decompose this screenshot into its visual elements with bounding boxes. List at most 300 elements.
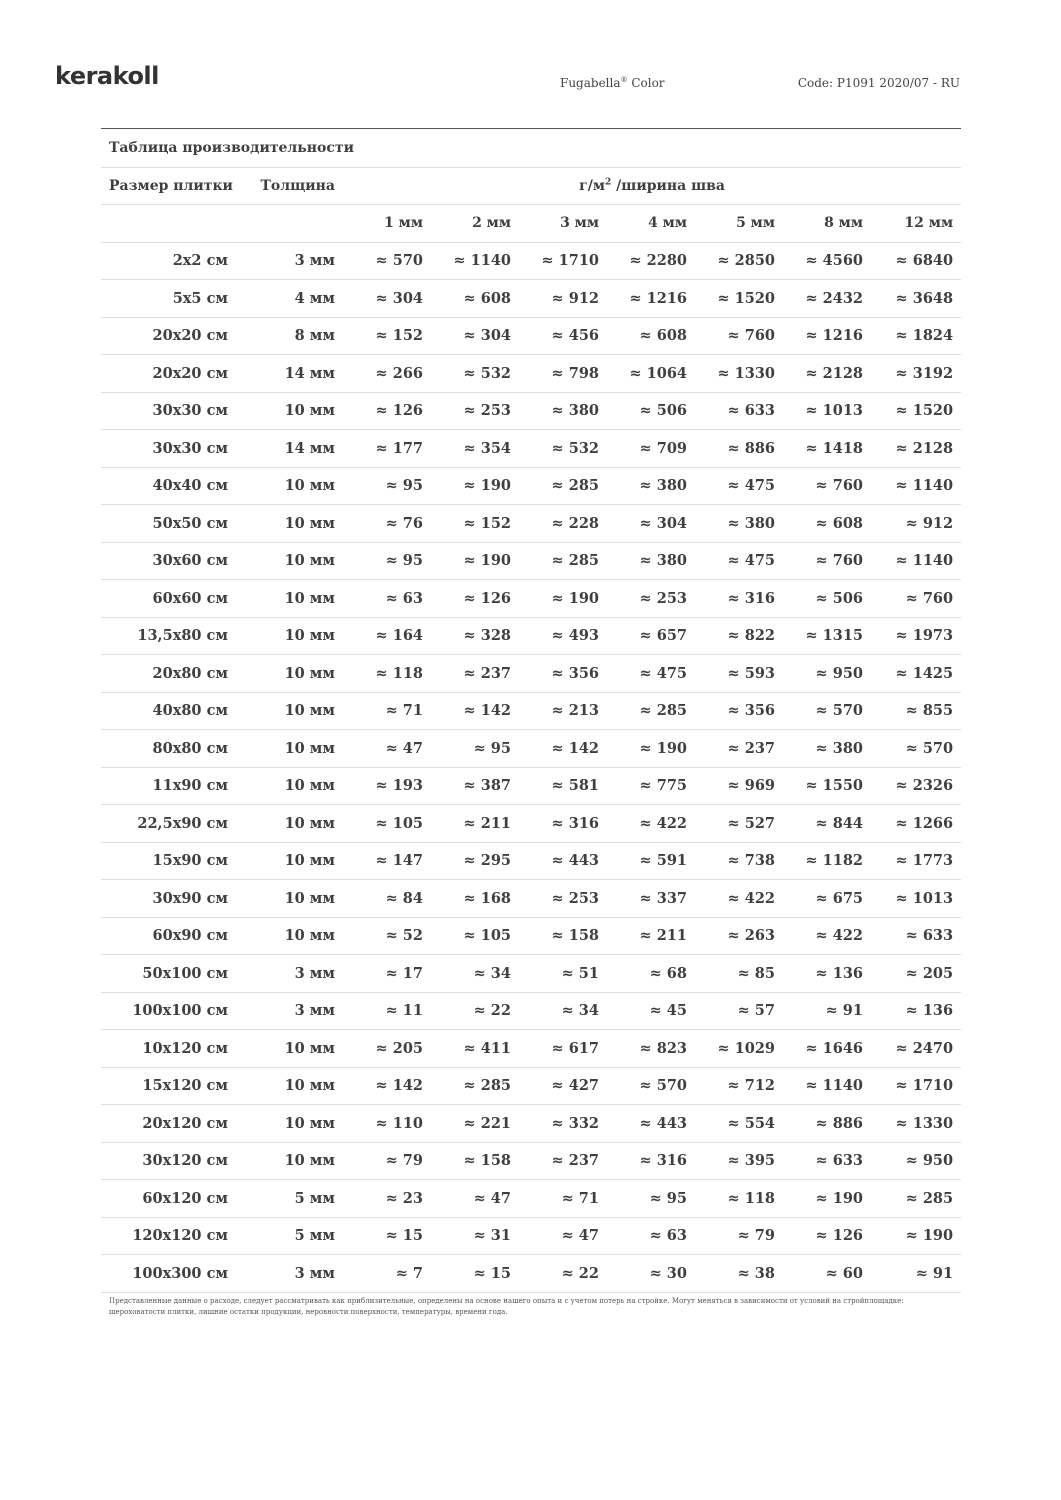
table-row <box>101 1255 961 1293</box>
consumption-cell: ≈ 237 <box>519 1142 607 1180</box>
table-row <box>101 1142 961 1180</box>
consumption-cell: ≈ 608 <box>607 317 695 355</box>
consumption-cell: ≈ 581 <box>519 767 607 805</box>
consumption-cell: ≈ 1216 <box>607 280 695 318</box>
consumption-cell: ≈ 147 <box>343 842 431 880</box>
table-row <box>101 692 961 730</box>
consumption-cell: ≈ 554 <box>695 1105 783 1143</box>
thickness-cell: 4 мм <box>236 280 343 318</box>
thickness-cell: 10 мм <box>236 392 343 430</box>
consumption-cell: ≈ 844 <box>783 805 871 843</box>
consumption-cell: ≈ 142 <box>431 692 519 730</box>
consumption-cell: ≈ 68 <box>607 955 695 993</box>
consumption-cell: ≈ 380 <box>695 505 783 543</box>
footnote: Представленные данные о расходе, следует рассматривать как приблизительные, определены на основе нашего опыта и с учетом потерь на стройке. Могут меняться в зависимости от условий на стройплощадке: шероховатости плитки, лишние остатки продукции, неровности поверхности, температуры, времени года. <box>109 1297 904 1316</box>
consumption-cell: ≈ 126 <box>431 580 519 618</box>
consumption-cell: ≈ 91 <box>783 992 871 1030</box>
consumption-cell: ≈ 211 <box>431 805 519 843</box>
table-title: Таблица производительности <box>101 130 961 167</box>
tile-size-cell: 15x90 см <box>101 842 236 880</box>
consumption-cell: ≈ 190 <box>431 467 519 505</box>
empty-header-cell <box>236 205 343 243</box>
thickness-cell: 10 мм <box>236 617 343 655</box>
consumption-cell: ≈ 1064 <box>607 355 695 393</box>
consumption-cell: ≈ 337 <box>607 880 695 918</box>
consumption-cell: ≈ 47 <box>343 730 431 768</box>
consumption-cell: ≈ 31 <box>431 1217 519 1255</box>
thickness-cell: 8 мм <box>236 317 343 355</box>
consumption-cell: ≈ 316 <box>519 805 607 843</box>
thickness-cell: 10 мм <box>236 880 343 918</box>
consumption-cell: ≈ 95 <box>431 730 519 768</box>
consumption-cell: ≈ 63 <box>343 580 431 618</box>
consumption-cell: ≈ 506 <box>783 580 871 618</box>
consumption-cell: ≈ 38 <box>695 1255 783 1293</box>
consumption-cell: ≈ 79 <box>343 1142 431 1180</box>
consumption-cell: ≈ 57 <box>695 992 783 1030</box>
joint-width-header: 2 мм <box>431 205 519 243</box>
consumption-cell: ≈ 85 <box>695 955 783 993</box>
tile-size-cell: 30x90 см <box>101 880 236 918</box>
consumption-cell: ≈ 142 <box>519 730 607 768</box>
table-row <box>101 1067 961 1105</box>
consumption-cell: ≈ 1029 <box>695 1030 783 1068</box>
consumption-cell: ≈ 506 <box>607 392 695 430</box>
consumption-cell: ≈ 532 <box>431 355 519 393</box>
performance-table <box>101 130 961 1293</box>
table-body <box>101 130 961 1292</box>
consumption-cell: ≈ 527 <box>695 805 783 843</box>
tile-size-cell: 50x100 см <box>101 955 236 993</box>
consumption-cell: ≈ 79 <box>695 1217 783 1255</box>
consumption-cell: ≈ 71 <box>519 1180 607 1218</box>
consumption-cell: ≈ 1013 <box>871 880 961 918</box>
consumption-cell: ≈ 475 <box>607 655 695 693</box>
table-row <box>101 992 961 1030</box>
table-row <box>101 655 961 693</box>
consumption-cell: ≈ 657 <box>607 617 695 655</box>
consumption-cell: ≈ 1013 <box>783 392 871 430</box>
thickness-cell: 10 мм <box>236 1142 343 1180</box>
consumption-cell: ≈ 1710 <box>519 242 607 280</box>
thickness-cell: 10 мм <box>236 692 343 730</box>
consumption-cell: ≈ 591 <box>607 842 695 880</box>
consumption-cell: ≈ 110 <box>343 1105 431 1143</box>
brand-logo: kerakoll <box>55 62 159 90</box>
consumption-cell: ≈ 45 <box>607 992 695 1030</box>
tile-size-cell: 20x80 см <box>101 655 236 693</box>
thickness-cell: 10 мм <box>236 805 343 843</box>
consumption-cell: ≈ 168 <box>431 880 519 918</box>
consumption-cell: ≈ 886 <box>783 1105 871 1143</box>
consumption-cell: ≈ 380 <box>783 730 871 768</box>
consumption-cell: ≈ 71 <box>343 692 431 730</box>
tile-size-cell: 100x300 см <box>101 1255 236 1293</box>
document-code: Code: P1091 2020/07 - RU <box>797 76 960 90</box>
consumption-cell: ≈ 411 <box>431 1030 519 1068</box>
consumption-cell: ≈ 422 <box>607 805 695 843</box>
consumption-cell: ≈ 285 <box>871 1180 961 1218</box>
thickness-cell: 10 мм <box>236 505 343 543</box>
table-title-row <box>101 130 961 167</box>
table-row <box>101 355 961 393</box>
consumption-cell: ≈ 285 <box>519 467 607 505</box>
consumption-cell: ≈ 142 <box>343 1067 431 1105</box>
table-row <box>101 1180 961 1218</box>
table-row <box>101 542 961 580</box>
consumption-cell: ≈ 1182 <box>783 842 871 880</box>
consumption-cell: ≈ 15 <box>343 1217 431 1255</box>
thickness-cell: 10 мм <box>236 767 343 805</box>
tile-size-cell: 60x90 см <box>101 917 236 955</box>
consumption-cell: ≈ 152 <box>431 505 519 543</box>
consumption-cell: ≈ 263 <box>695 917 783 955</box>
consumption-cell: ≈ 136 <box>871 992 961 1030</box>
consumption-cell: ≈ 118 <box>343 655 431 693</box>
consumption-cell: ≈ 3192 <box>871 355 961 393</box>
consumption-cell: ≈ 1140 <box>871 542 961 580</box>
consumption-cell: ≈ 1315 <box>783 617 871 655</box>
consumption-cell: ≈ 356 <box>695 692 783 730</box>
consumption-cell: ≈ 1140 <box>871 467 961 505</box>
consumption-cell: ≈ 427 <box>519 1067 607 1105</box>
consumption-cell: ≈ 190 <box>783 1180 871 1218</box>
consumption-cell: ≈ 22 <box>519 1255 607 1293</box>
consumption-cell: ≈ 190 <box>431 542 519 580</box>
tile-size-cell: 10x120 см <box>101 1030 236 1068</box>
consumption-cell: ≈ 475 <box>695 542 783 580</box>
consumption-cell: ≈ 126 <box>783 1217 871 1255</box>
joint-width-header: 1 мм <box>343 205 431 243</box>
consumption-cell: ≈ 798 <box>519 355 607 393</box>
joint-width-header-row <box>101 205 961 243</box>
tile-size-cell: 22,5x90 см <box>101 805 236 843</box>
consumption-cell: ≈ 164 <box>343 617 431 655</box>
consumption-cell: ≈ 2128 <box>871 430 961 468</box>
consumption-cell: ≈ 1824 <box>871 317 961 355</box>
tile-size-cell: 40x80 см <box>101 692 236 730</box>
thickness-cell: 5 мм <box>236 1217 343 1255</box>
consumption-cell: ≈ 237 <box>695 730 783 768</box>
consumption-cell: ≈ 1520 <box>871 392 961 430</box>
consumption-cell: ≈ 152 <box>343 317 431 355</box>
consumption-cell: ≈ 969 <box>695 767 783 805</box>
consumption-cell: ≈ 1973 <box>871 617 961 655</box>
tile-size-cell: 100x100 см <box>101 992 236 1030</box>
consumption-cell: ≈ 118 <box>695 1180 783 1218</box>
consumption-cell: ≈ 6840 <box>871 242 961 280</box>
consumption-cell: ≈ 47 <box>519 1217 607 1255</box>
tile-size-cell: 20x20 см <box>101 355 236 393</box>
thickness-cell: 5 мм <box>236 1180 343 1218</box>
consumption-cell: ≈ 2280 <box>607 242 695 280</box>
consumption-cell: ≈ 380 <box>519 392 607 430</box>
consumption-cell: ≈ 11 <box>343 992 431 1030</box>
consumption-cell: ≈ 912 <box>519 280 607 318</box>
joint-width-header: 4 мм <box>607 205 695 243</box>
consumption-cell: ≈ 23 <box>343 1180 431 1218</box>
consumption-cell: ≈ 213 <box>519 692 607 730</box>
consumption-cell: ≈ 443 <box>519 842 607 880</box>
consumption-cell: ≈ 950 <box>871 1142 961 1180</box>
consumption-cell: ≈ 443 <box>607 1105 695 1143</box>
consumption-cell: ≈ 211 <box>607 917 695 955</box>
table-row <box>101 805 961 843</box>
product-name: Fugabella® Color <box>560 76 665 90</box>
table-row <box>101 242 961 280</box>
consumption-cell: ≈ 1425 <box>871 655 961 693</box>
consumption-cell: ≈ 608 <box>783 505 871 543</box>
consumption-cell: ≈ 2850 <box>695 242 783 280</box>
consumption-cell: ≈ 709 <box>607 430 695 468</box>
consumption-cell: ≈ 886 <box>695 430 783 468</box>
consumption-cell: ≈ 205 <box>343 1030 431 1068</box>
consumption-cell: ≈ 328 <box>431 617 519 655</box>
table-row <box>101 430 961 468</box>
consumption-cell: ≈ 2326 <box>871 767 961 805</box>
consumption-cell: ≈ 823 <box>607 1030 695 1068</box>
tile-size-cell: 30x60 см <box>101 542 236 580</box>
tile-size-cell: 20x120 см <box>101 1105 236 1143</box>
consumption-cell: ≈ 633 <box>871 917 961 955</box>
table-row <box>101 317 961 355</box>
consumption-cell: ≈ 532 <box>519 430 607 468</box>
consumption-cell: ≈ 91 <box>871 1255 961 1293</box>
table-row <box>101 1217 961 1255</box>
consumption-cell: ≈ 304 <box>343 280 431 318</box>
tile-size-cell: 30x30 см <box>101 392 236 430</box>
thickness-cell: 10 мм <box>236 655 343 693</box>
consumption-cell: ≈ 304 <box>607 505 695 543</box>
consumption-cell: ≈ 158 <box>519 917 607 955</box>
consumption-cell: ≈ 190 <box>519 580 607 618</box>
consumption-cell: ≈ 237 <box>431 655 519 693</box>
consumption-cell: ≈ 2470 <box>871 1030 961 1068</box>
tile-size-cell: 40x40 см <box>101 467 236 505</box>
consumption-cell: ≈ 95 <box>343 467 431 505</box>
thickness-cell: 3 мм <box>236 992 343 1030</box>
table-row <box>101 730 961 768</box>
consumption-cell: ≈ 760 <box>695 317 783 355</box>
consumption-cell: ≈ 136 <box>783 955 871 993</box>
consumption-cell: ≈ 475 <box>695 467 783 505</box>
thickness-cell: 10 мм <box>236 1030 343 1068</box>
consumption-cell: ≈ 633 <box>783 1142 871 1180</box>
consumption-cell: ≈ 950 <box>783 655 871 693</box>
consumption-cell: ≈ 126 <box>343 392 431 430</box>
consumption-cell: ≈ 356 <box>519 655 607 693</box>
consumption-cell: ≈ 266 <box>343 355 431 393</box>
joint-width-header: 3 мм <box>519 205 607 243</box>
thickness-cell: 10 мм <box>236 730 343 768</box>
thickness-cell: 10 мм <box>236 1105 343 1143</box>
table-row <box>101 917 961 955</box>
thickness-header: Толщина <box>236 167 343 205</box>
consumption-cell: ≈ 593 <box>695 655 783 693</box>
consumption-cell: ≈ 493 <box>519 617 607 655</box>
consumption-cell: ≈ 52 <box>343 917 431 955</box>
consumption-cell: ≈ 422 <box>695 880 783 918</box>
tile-size-cell: 30x30 см <box>101 430 236 468</box>
consumption-cell: ≈ 84 <box>343 880 431 918</box>
consumption-cell: ≈ 30 <box>607 1255 695 1293</box>
consumption-cell: ≈ 304 <box>431 317 519 355</box>
thickness-cell: 10 мм <box>236 917 343 955</box>
consumption-cell: ≈ 285 <box>519 542 607 580</box>
consumption-cell: ≈ 387 <box>431 767 519 805</box>
tile-size-cell: 120x120 см <box>101 1217 236 1255</box>
consumption-cell: ≈ 380 <box>607 467 695 505</box>
table-row <box>101 880 961 918</box>
consumption-cell: ≈ 228 <box>519 505 607 543</box>
tile-size-cell: 2x2 см <box>101 242 236 280</box>
consumption-cell: ≈ 1520 <box>695 280 783 318</box>
consumption-cell: ≈ 2432 <box>783 280 871 318</box>
tile-size-cell: 13,5x80 см <box>101 617 236 655</box>
consumption-cell: ≈ 395 <box>695 1142 783 1180</box>
tile-size-cell: 60x60 см <box>101 580 236 618</box>
consumption-cell: ≈ 354 <box>431 430 519 468</box>
consumption-cell: ≈ 570 <box>343 242 431 280</box>
joint-width-header: 5 мм <box>695 205 783 243</box>
consumption-cell: ≈ 608 <box>431 280 519 318</box>
thickness-cell: 14 мм <box>236 355 343 393</box>
consumption-cell: ≈ 1330 <box>871 1105 961 1143</box>
consumption-cell: ≈ 7 <box>343 1255 431 1293</box>
consumption-cell: ≈ 190 <box>871 1217 961 1255</box>
empty-header-cell <box>101 205 236 243</box>
table-row <box>101 392 961 430</box>
consumption-cell: ≈ 2128 <box>783 355 871 393</box>
consumption-cell: ≈ 760 <box>783 542 871 580</box>
consumption-cell: ≈ 316 <box>695 580 783 618</box>
consumption-cell: ≈ 675 <box>783 880 871 918</box>
consumption-cell: ≈ 760 <box>783 467 871 505</box>
consumption-cell: ≈ 912 <box>871 505 961 543</box>
consumption-cell: ≈ 1646 <box>783 1030 871 1068</box>
consumption-cell: ≈ 1140 <box>783 1067 871 1105</box>
tile-size-cell: 80x80 см <box>101 730 236 768</box>
consumption-cell: ≈ 95 <box>607 1180 695 1218</box>
thickness-cell: 10 мм <box>236 1067 343 1105</box>
consumption-cell: ≈ 177 <box>343 430 431 468</box>
thickness-cell: 3 мм <box>236 955 343 993</box>
tile-size-cell: 5x5 см <box>101 280 236 318</box>
consumption-cell: ≈ 712 <box>695 1067 783 1105</box>
consumption-cell: ≈ 822 <box>695 617 783 655</box>
consumption-cell: ≈ 63 <box>607 1217 695 1255</box>
table-header-row <box>101 167 961 205</box>
consumption-cell: ≈ 158 <box>431 1142 519 1180</box>
tile-size-cell: 20x20 см <box>101 317 236 355</box>
consumption-cell: ≈ 285 <box>431 1067 519 1105</box>
thickness-cell: 14 мм <box>236 430 343 468</box>
consumption-cell: ≈ 1418 <box>783 430 871 468</box>
consumption-cell: ≈ 570 <box>783 692 871 730</box>
consumption-cell: ≈ 34 <box>519 992 607 1030</box>
joint-width-header: 12 мм <box>871 205 961 243</box>
tile-size-header: Размер плитки <box>101 167 236 205</box>
consumption-cell: ≈ 760 <box>871 580 961 618</box>
consumption-cell: ≈ 76 <box>343 505 431 543</box>
table-row <box>101 1030 961 1068</box>
consumption-cell: ≈ 34 <box>431 955 519 993</box>
consumption-cell: ≈ 253 <box>431 392 519 430</box>
consumption-cell: ≈ 253 <box>607 580 695 618</box>
consumption-cell: ≈ 332 <box>519 1105 607 1143</box>
consumption-cell: ≈ 380 <box>607 542 695 580</box>
table-row <box>101 842 961 880</box>
consumption-cell: ≈ 570 <box>607 1067 695 1105</box>
consumption-cell: ≈ 422 <box>783 917 871 955</box>
tile-size-cell: 50x50 см <box>101 505 236 543</box>
header-divider <box>101 128 961 129</box>
table-row <box>101 1105 961 1143</box>
consumption-cell: ≈ 1330 <box>695 355 783 393</box>
thickness-cell: 10 мм <box>236 467 343 505</box>
consumption-cell: ≈ 105 <box>431 917 519 955</box>
consumption-cell: ≈ 105 <box>343 805 431 843</box>
consumption-cell: ≈ 1710 <box>871 1067 961 1105</box>
table-row <box>101 467 961 505</box>
tile-size-cell: 30x120 см <box>101 1142 236 1180</box>
consumption-group-header: $г/м^2$ /ширина шва <box>343 167 961 205</box>
consumption-cell: ≈ 456 <box>519 317 607 355</box>
thickness-cell: 3 мм <box>236 242 343 280</box>
consumption-cell: ≈ 17 <box>343 955 431 993</box>
consumption-cell: ≈ 3648 <box>871 280 961 318</box>
consumption-cell: ≈ 617 <box>519 1030 607 1068</box>
thickness-cell: 10 мм <box>236 542 343 580</box>
consumption-cell: ≈ 738 <box>695 842 783 880</box>
consumption-cell: ≈ 15 <box>431 1255 519 1293</box>
consumption-cell: ≈ 60 <box>783 1255 871 1293</box>
consumption-cell: ≈ 633 <box>695 392 783 430</box>
table-row <box>101 617 961 655</box>
consumption-cell: ≈ 1266 <box>871 805 961 843</box>
table-row <box>101 505 961 543</box>
consumption-cell: ≈ 205 <box>871 955 961 993</box>
consumption-cell: ≈ 253 <box>519 880 607 918</box>
consumption-cell: ≈ 221 <box>431 1105 519 1143</box>
consumption-cell: ≈ 1140 <box>431 242 519 280</box>
tile-size-cell: 15x120 см <box>101 1067 236 1105</box>
consumption-cell: ≈ 193 <box>343 767 431 805</box>
table-row <box>101 280 961 318</box>
consumption-cell: ≈ 1550 <box>783 767 871 805</box>
table-row <box>101 580 961 618</box>
consumption-cell: ≈ 775 <box>607 767 695 805</box>
thickness-cell: 10 мм <box>236 842 343 880</box>
thickness-cell: 10 мм <box>236 580 343 618</box>
joint-width-header: 8 мм <box>783 205 871 243</box>
consumption-cell: ≈ 47 <box>431 1180 519 1218</box>
thickness-cell: 3 мм <box>236 1255 343 1293</box>
consumption-cell: ≈ 95 <box>343 542 431 580</box>
table-row <box>101 955 961 993</box>
consumption-cell: ≈ 855 <box>871 692 961 730</box>
tile-size-cell: 11x90 см <box>101 767 236 805</box>
consumption-cell: ≈ 295 <box>431 842 519 880</box>
consumption-cell: ≈ 1216 <box>783 317 871 355</box>
consumption-cell: ≈ 316 <box>607 1142 695 1180</box>
consumption-cell: ≈ 570 <box>871 730 961 768</box>
consumption-cell: ≈ 1773 <box>871 842 961 880</box>
tile-size-cell: 60x120 см <box>101 1180 236 1218</box>
consumption-cell: ≈ 22 <box>431 992 519 1030</box>
consumption-cell: ≈ 4560 <box>783 242 871 280</box>
table-row <box>101 767 961 805</box>
